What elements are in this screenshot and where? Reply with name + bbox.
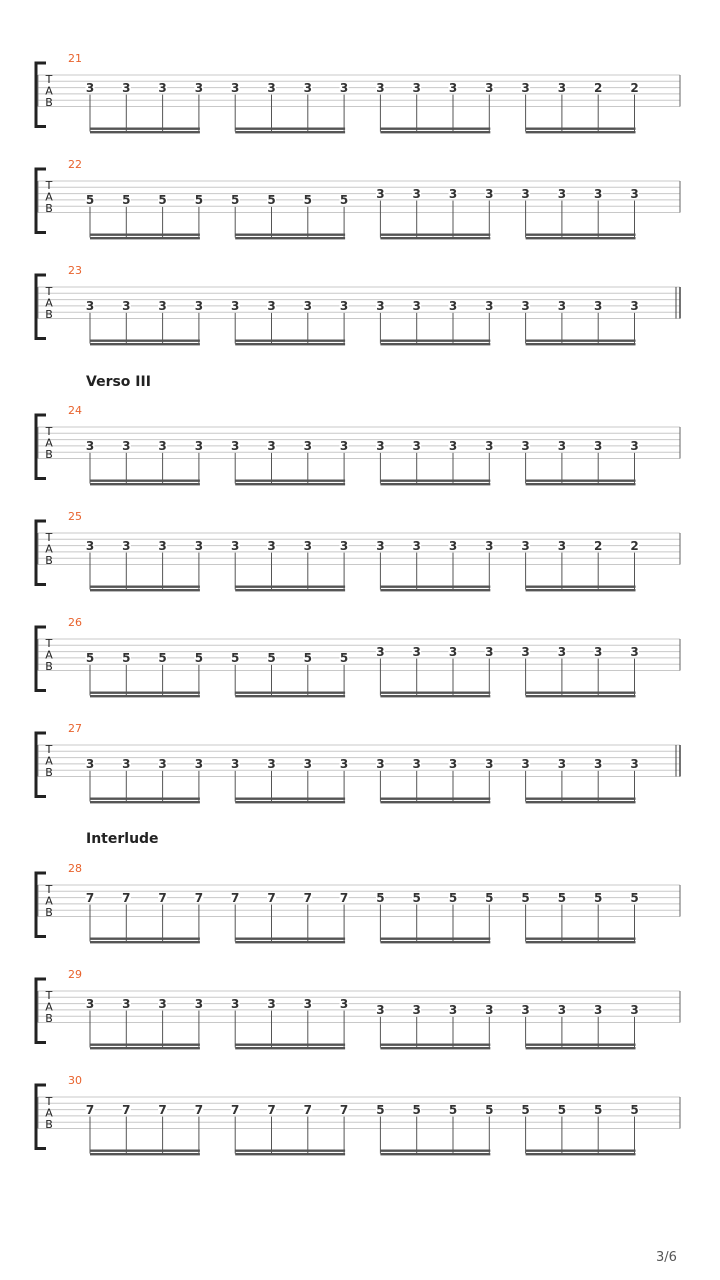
fret-number: 3 [485, 1003, 494, 1018]
fret-number: 3 [485, 538, 494, 553]
fret-number: 3 [485, 186, 494, 201]
fret-number: 5 [594, 890, 603, 905]
fret-number: 3 [231, 538, 240, 553]
beam [380, 234, 490, 236]
tab-clef-letter: A [45, 894, 53, 908]
fret-number: 3 [412, 1003, 421, 1018]
fret-number: 3 [630, 439, 639, 454]
beam [526, 237, 636, 239]
fret-number: 3 [194, 538, 204, 553]
tab-clef-letter: A [45, 754, 53, 768]
tab-clef-letter: T [45, 179, 53, 192]
fret-number: 3 [122, 80, 131, 95]
beam [526, 801, 636, 803]
fret-number: 3 [267, 996, 276, 1011]
measure-number: 23 [68, 264, 82, 277]
fret-number: 3 [412, 644, 421, 659]
beam [380, 695, 490, 697]
beam [90, 589, 200, 591]
fret-number: 3 [521, 538, 530, 553]
fret-number: 3 [122, 757, 131, 772]
fret-number: 2 [630, 538, 639, 553]
beam [90, 801, 200, 803]
fret-number: 5 [194, 193, 204, 208]
fret-number: 3 [594, 757, 603, 772]
fret-number: 3 [339, 538, 349, 553]
beam [526, 128, 636, 130]
fret-number: 5 [231, 193, 240, 208]
beam [380, 343, 490, 345]
beam [90, 938, 200, 940]
fret-number: 5 [448, 1102, 458, 1117]
fret-number: 3 [158, 299, 167, 314]
beam [90, 692, 200, 694]
fret-number: 7 [231, 890, 240, 905]
beam [235, 1153, 345, 1155]
beam [235, 941, 345, 943]
fret-number: 3 [158, 439, 167, 454]
beam [526, 234, 636, 236]
beam [380, 589, 490, 591]
beam [380, 941, 490, 943]
fret-number: 5 [339, 193, 349, 208]
fret-number: 3 [267, 80, 276, 95]
beam [526, 589, 636, 591]
measure-number: 21 [68, 52, 82, 65]
fret-number: 3 [85, 757, 95, 772]
measure-number: 26 [68, 616, 82, 629]
fret-number: 3 [194, 757, 204, 772]
tab-clef-letter: T [45, 883, 53, 896]
fret-number: 3 [448, 80, 458, 95]
fret-number: 7 [231, 1102, 240, 1117]
tab-clef-letter: B [45, 1118, 53, 1131]
fret-number: 3 [339, 439, 349, 454]
beam [90, 586, 200, 588]
fret-number: 3 [339, 299, 349, 314]
fret-number: 3 [448, 538, 458, 553]
beam [235, 801, 345, 803]
beam [235, 695, 345, 697]
beam [90, 340, 200, 342]
fret-number: 3 [594, 186, 603, 201]
measure-number: 27 [68, 722, 82, 735]
beam [526, 1047, 636, 1049]
tab-clef-letter: B [45, 906, 53, 919]
tab-clef-letter: B [45, 96, 53, 109]
fret-number: 3 [521, 439, 530, 454]
tab-clef-letter: B [45, 554, 53, 567]
fret-number: 3 [376, 186, 385, 201]
beam [90, 1150, 200, 1152]
fret-number: 3 [412, 439, 421, 454]
fret-number: 5 [122, 651, 131, 666]
fret-number: 3 [521, 644, 530, 659]
fret-number: 3 [303, 757, 312, 772]
tab-clef-letter: B [45, 766, 53, 779]
beam [235, 343, 345, 345]
fret-number: 3 [303, 538, 312, 553]
fret-number: 3 [376, 644, 385, 659]
fret-number: 3 [339, 80, 349, 95]
beam [380, 938, 490, 940]
fret-number: 3 [194, 996, 204, 1011]
fret-number: 3 [158, 996, 167, 1011]
tab-clef-letter: A [45, 1106, 53, 1120]
measure-number: 30 [68, 1074, 82, 1087]
beam [526, 1153, 636, 1155]
beam [235, 340, 345, 342]
tab-clef-letter: T [45, 743, 53, 756]
fret-number: 3 [557, 538, 567, 553]
fret-number: 3 [231, 439, 240, 454]
fret-number: 5 [376, 1102, 385, 1117]
fret-number: 3 [85, 996, 95, 1011]
tab-clef-letter: A [45, 1000, 53, 1014]
beam [235, 589, 345, 591]
fret-number: 3 [594, 439, 603, 454]
tab-clef-letter: B [45, 660, 53, 673]
fret-number: 7 [122, 890, 131, 905]
fret-number: 3 [412, 757, 421, 772]
fret-number: 5 [557, 890, 567, 905]
fret-number: 3 [448, 439, 458, 454]
fret-number: 7 [85, 890, 95, 905]
fret-number: 7 [158, 890, 167, 905]
fret-number: 7 [303, 1102, 312, 1117]
fret-number: 5 [485, 890, 494, 905]
fret-number: 3 [194, 439, 204, 454]
fret-number: 3 [85, 439, 95, 454]
fret-number: 3 [339, 757, 349, 772]
beam [90, 343, 200, 345]
beam [90, 480, 200, 482]
fret-number: 3 [485, 80, 494, 95]
tab-clef-letter: T [45, 285, 53, 298]
fret-number: 3 [630, 757, 639, 772]
measure-number: 25 [68, 510, 82, 523]
fret-number: 3 [231, 299, 240, 314]
beam [235, 692, 345, 694]
beam [235, 1150, 345, 1152]
beam [526, 941, 636, 943]
beam [526, 340, 636, 342]
beam [526, 483, 636, 485]
fret-number: 3 [557, 757, 567, 772]
beam [90, 131, 200, 133]
fret-number: 5 [521, 1102, 530, 1117]
fret-number: 3 [630, 186, 639, 201]
beam [90, 941, 200, 943]
beam [380, 480, 490, 482]
tab-clef-letter: T [45, 531, 53, 544]
fret-number: 3 [303, 299, 312, 314]
fret-number: 3 [412, 186, 421, 201]
fret-number: 7 [194, 1102, 204, 1117]
fret-number: 3 [267, 757, 276, 772]
fret-number: 3 [521, 299, 530, 314]
tab-clef-letter: A [45, 436, 53, 450]
fret-number: 3 [448, 299, 458, 314]
fret-number: 7 [194, 890, 204, 905]
fret-number: 3 [557, 299, 567, 314]
fret-number: 3 [267, 538, 276, 553]
fret-number: 5 [85, 193, 95, 208]
beam [380, 237, 490, 239]
fret-number: 3 [448, 757, 458, 772]
beam [526, 343, 636, 345]
fret-number: 3 [85, 538, 95, 553]
beam [380, 1047, 490, 1049]
fret-number: 5 [122, 193, 131, 208]
page-number: 3/6 [656, 1250, 677, 1265]
fret-number: 3 [557, 644, 567, 659]
fret-number: 5 [376, 890, 385, 905]
fret-number: 3 [376, 1003, 385, 1018]
beam [235, 131, 345, 133]
beam [526, 798, 636, 800]
fret-number: 2 [594, 80, 603, 95]
beam [90, 1153, 200, 1155]
tab-clef-letter: A [45, 296, 53, 310]
beam [526, 586, 636, 588]
tab-clef-letter: A [45, 190, 53, 204]
beam [235, 1044, 345, 1046]
beam [380, 586, 490, 588]
beam [235, 234, 345, 236]
fret-number: 3 [376, 538, 385, 553]
fret-number: 3 [158, 80, 167, 95]
beam [380, 798, 490, 800]
fret-number: 3 [630, 1003, 639, 1018]
fret-number: 3 [231, 757, 240, 772]
fret-number: 5 [231, 651, 240, 666]
fret-number: 3 [412, 299, 421, 314]
fret-number: 3 [303, 439, 312, 454]
fret-number: 7 [158, 1102, 167, 1117]
fret-number: 3 [557, 1003, 567, 1018]
fret-number: 5 [158, 193, 167, 208]
beam [90, 128, 200, 130]
fret-number: 5 [158, 651, 167, 666]
fret-number: 3 [194, 299, 204, 314]
beam [90, 695, 200, 697]
beam [526, 938, 636, 940]
measure-number: 24 [68, 404, 82, 417]
fret-number: 3 [412, 80, 421, 95]
fret-number: 3 [557, 80, 567, 95]
fret-number: 3 [485, 439, 494, 454]
fret-number: 3 [594, 299, 603, 314]
fret-number: 3 [521, 757, 530, 772]
fret-number: 5 [630, 890, 639, 905]
fret-number: 3 [557, 439, 567, 454]
tab-clef-letter: A [45, 648, 53, 662]
tab-clef-letter: T [45, 1095, 53, 1108]
fret-number: 3 [122, 996, 131, 1011]
tab-clef-letter: A [45, 542, 53, 556]
tab-clef-letter: B [45, 1012, 53, 1025]
fret-number: 3 [521, 80, 530, 95]
fret-number: 3 [485, 644, 494, 659]
fret-number: 5 [412, 890, 421, 905]
fret-number: 5 [303, 193, 312, 208]
beam [90, 234, 200, 236]
fret-number: 2 [594, 538, 603, 553]
fret-number: 5 [267, 193, 276, 208]
fret-number: 3 [376, 439, 385, 454]
beam [526, 1150, 636, 1152]
fret-number: 5 [557, 1102, 567, 1117]
fret-number: 3 [85, 80, 95, 95]
beam [380, 483, 490, 485]
fret-number: 3 [376, 757, 385, 772]
fret-number: 7 [122, 1102, 131, 1117]
measure-number: 28 [68, 862, 82, 875]
fret-number: 2 [630, 80, 639, 95]
fret-number: 3 [303, 996, 312, 1011]
beam [380, 801, 490, 803]
fret-number: 3 [630, 299, 639, 314]
fret-number: 3 [122, 439, 131, 454]
fret-number: 7 [339, 890, 349, 905]
fret-number: 3 [158, 538, 167, 553]
fret-number: 3 [231, 996, 240, 1011]
section-title: Interlude [86, 831, 159, 847]
fret-number: 5 [267, 651, 276, 666]
fret-number: 3 [594, 644, 603, 659]
beam [526, 1044, 636, 1046]
fret-number: 5 [412, 1102, 421, 1117]
fret-number: 3 [448, 1003, 458, 1018]
fret-number: 5 [485, 1102, 494, 1117]
fret-number: 3 [158, 757, 167, 772]
beam [235, 938, 345, 940]
fret-number: 3 [85, 299, 95, 314]
beam [380, 131, 490, 133]
tab-clef-letter: T [45, 989, 53, 1002]
fret-number: 5 [303, 651, 312, 666]
fret-number: 5 [448, 890, 458, 905]
tab-clef-letter: T [45, 73, 53, 86]
beam [235, 128, 345, 130]
fret-number: 5 [630, 1102, 639, 1117]
fret-number: 7 [267, 890, 276, 905]
beam [235, 1047, 345, 1049]
fret-number: 3 [448, 644, 458, 659]
tab-clef-letter: B [45, 308, 53, 321]
beam [235, 483, 345, 485]
fret-number: 3 [376, 80, 385, 95]
fret-number: 3 [630, 644, 639, 659]
fret-number: 3 [267, 439, 276, 454]
beam [526, 692, 636, 694]
fret-number: 7 [303, 890, 312, 905]
fret-number: 5 [594, 1102, 603, 1117]
tab-clef-letter: A [45, 84, 53, 98]
fret-number: 3 [339, 996, 349, 1011]
fret-number: 3 [412, 538, 421, 553]
section-title: Verso III [86, 374, 151, 390]
beam [235, 798, 345, 800]
fret-number: 5 [521, 890, 530, 905]
fret-number: 3 [521, 186, 530, 201]
fret-number: 5 [339, 651, 349, 666]
fret-number: 7 [85, 1102, 95, 1117]
beam [380, 1153, 490, 1155]
beam [380, 1150, 490, 1152]
fret-number: 3 [594, 1003, 603, 1018]
fret-number: 3 [485, 757, 494, 772]
fret-number: 7 [267, 1102, 276, 1117]
beam [526, 131, 636, 133]
beam [90, 483, 200, 485]
beam [235, 586, 345, 588]
measure-number: 22 [68, 158, 82, 171]
fret-number: 5 [85, 651, 95, 666]
beam [380, 340, 490, 342]
beam [380, 1044, 490, 1046]
beam [526, 480, 636, 482]
beam [380, 128, 490, 130]
fret-number: 3 [557, 186, 567, 201]
beam [380, 692, 490, 694]
tab-clef-letter: T [45, 637, 53, 650]
fret-number: 3 [303, 80, 312, 95]
tab-clef-letter: T [45, 425, 53, 438]
beam [90, 1044, 200, 1046]
beam [235, 237, 345, 239]
fret-number: 3 [485, 299, 494, 314]
fret-number: 3 [194, 80, 204, 95]
fret-number: 3 [521, 1003, 530, 1018]
fret-number: 3 [231, 80, 240, 95]
fret-number: 3 [267, 299, 276, 314]
fret-number: 3 [122, 299, 131, 314]
fret-number: 7 [339, 1102, 349, 1117]
measure-number: 29 [68, 968, 82, 981]
beam [235, 480, 345, 482]
beam [90, 1047, 200, 1049]
tab-clef-letter: B [45, 202, 53, 215]
fret-number: 5 [194, 651, 204, 666]
fret-number: 3 [376, 299, 385, 314]
fret-number: 3 [122, 538, 131, 553]
beam [526, 695, 636, 697]
fret-number: 3 [448, 186, 458, 201]
tab-clef-letter: B [45, 448, 53, 461]
beam [90, 237, 200, 239]
beam [90, 798, 200, 800]
